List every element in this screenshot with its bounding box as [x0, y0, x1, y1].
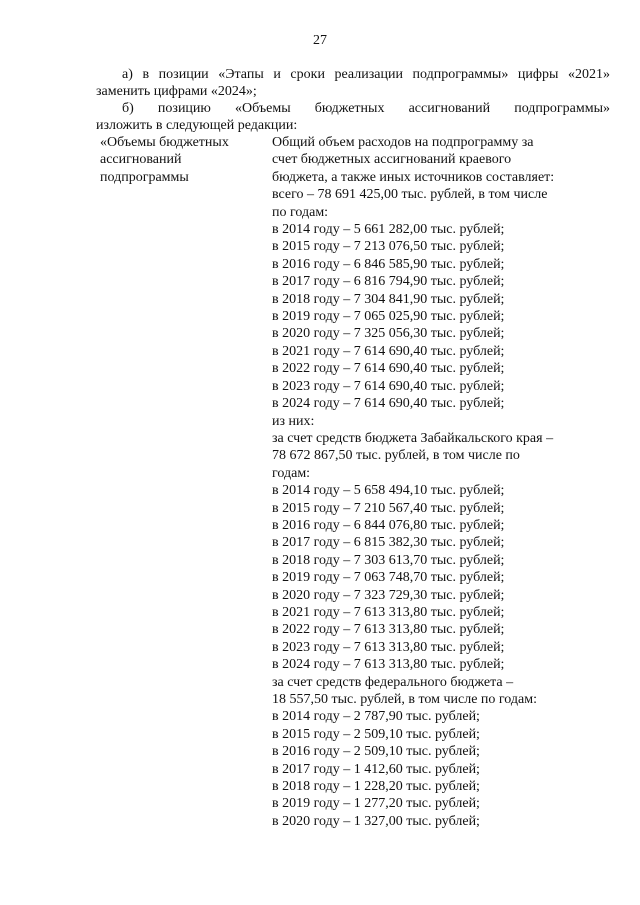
budget-line: 18 557,50 тыс. рублей, в том числе по годам:: [272, 692, 537, 707]
budget-line: в 2016 году – 2 509,10 тыс. рублей;: [272, 744, 480, 760]
budget-line: в 2019 году – 7 063 748,70 тыс. рублей;: [272, 570, 505, 586]
paragraph-b-line-1: б) позицию «Объемы бюджетных ассигнований подпрограммы»: [122, 101, 610, 116]
budget-line: в 2017 году – 6 815 382,30 тыс. рублей;: [272, 535, 505, 551]
budget-line: Общий объем расходов на подпрограмму за: [272, 135, 534, 150]
budget-line: бюджета, а также иных источников составляет:: [272, 169, 555, 185]
budget-line: по годам:: [272, 204, 329, 220]
budget-line: в 2018 году – 7 304 841,90 тыс. рублей;: [272, 291, 505, 307]
budget-line: в 2016 году – 6 846 585,90 тыс. рублей;: [272, 256, 505, 272]
budget-line: за счет средств бюджета Забайкальского края –: [272, 430, 554, 446]
budget-line: 78 672 867,50 тыс. рублей, в том числе по: [272, 448, 520, 464]
paragraph-a-line-2: заменить цифрами «2024»;: [96, 84, 257, 100]
budget-line: в 2020 году – 1 327,00 тыс. рублей;: [272, 813, 480, 829]
paragraph-a: [96, 66, 610, 101]
table-label-line: «Объемы бюджетных: [100, 135, 229, 150]
budget-line: в 2016 году – 6 844 076,80 тыс. рублей;: [272, 517, 505, 533]
budget-line: в 2024 году – 7 613 313,80 тыс. рублей;: [272, 657, 505, 673]
budget-line: в 2019 году – 7 065 025,90 тыс. рублей;: [272, 309, 505, 325]
budget-line: счет бюджетных ассигнований краевого: [272, 152, 512, 168]
budget-line: в 2017 году – 6 816 794,90 тыс. рублей;: [272, 274, 505, 290]
budget-line: в 2015 году – 2 509,10 тыс. рублей;: [272, 726, 480, 742]
budget-line: в 2023 году – 7 614 690,40 тыс. рублей;: [272, 378, 505, 394]
budget-line: в 2014 году – 2 787,90 тыс. рублей;: [272, 709, 480, 725]
table-value-column: [272, 134, 612, 830]
budget-line: в 2020 году – 7 325 056,30 тыс. рублей;: [272, 326, 505, 342]
table-label-line: подпрограммы: [100, 169, 189, 185]
budget-line: всего – 78 691 425,00 тыс. рублей, в том числе: [272, 187, 548, 203]
budget-line: в 2015 году – 7 210 567,40 тыс. рублей;: [272, 500, 505, 516]
table-label-column: [100, 134, 265, 186]
budget-line: в 2014 году – 5 658 494,10 тыс. рублей;: [272, 483, 505, 499]
budget-line: в 2015 году – 7 213 076,50 тыс. рублей;: [272, 239, 505, 255]
budget-line: в 2024 году – 7 614 690,40 тыс. рублей;: [272, 396, 505, 412]
budget-line: в 2021 году – 7 614 690,40 тыс. рублей;: [272, 343, 505, 359]
budget-line: в 2018 году – 1 228,20 тыс. рублей;: [272, 779, 480, 795]
budget-line: годам:: [272, 465, 311, 481]
budget-line: за счет средств федерального бюджета –: [272, 674, 514, 690]
page-number: 27: [313, 33, 327, 48]
budget-line: в 2014 году – 5 661 282,00 тыс. рублей;: [272, 222, 505, 238]
budget-line: в 2020 году – 7 323 729,30 тыс. рублей;: [272, 587, 505, 603]
table-label-line: ассигнований: [100, 152, 182, 168]
paragraph-b-line-2: изложить в следующей редакции:: [96, 118, 298, 134]
budget-line: в 2019 году – 1 277,20 тыс. рублей;: [272, 796, 480, 812]
paragraph-a-line-1: а) в позиции «Этапы и сроки реализации подпрограммы» цифры «2021»: [122, 67, 610, 82]
budget-line: в 2022 году – 7 613 313,80 тыс. рублей;: [272, 622, 505, 638]
budget-line: в 2023 году – 7 613 313,80 тыс. рублей;: [272, 639, 505, 655]
budget-line: в 2021 году – 7 613 313,80 тыс. рублей;: [272, 604, 505, 620]
budget-line: в 2018 году – 7 303 613,70 тыс. рублей;: [272, 552, 505, 568]
budget-line: в 2022 году – 7 614 690,40 тыс. рублей;: [272, 361, 505, 377]
budget-line: из них:: [272, 413, 315, 429]
paragraph-b: [96, 100, 610, 135]
budget-line: в 2017 году – 1 412,60 тыс. рублей;: [272, 761, 480, 777]
